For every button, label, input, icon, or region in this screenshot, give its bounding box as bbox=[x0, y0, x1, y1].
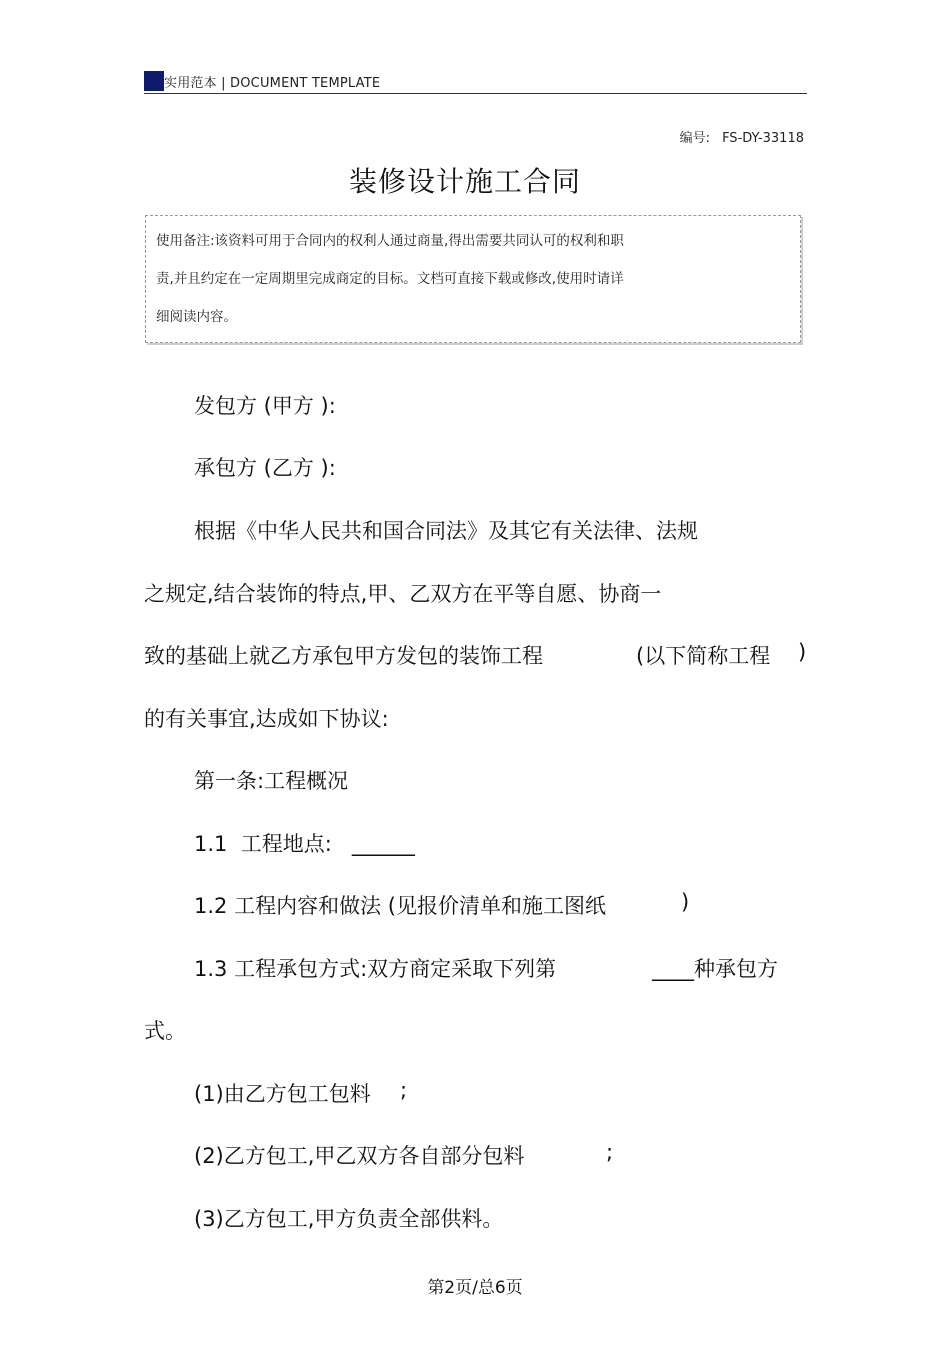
header-divider bbox=[144, 93, 807, 94]
item-1-3-end: 式。 bbox=[144, 1019, 186, 1043]
option-1: (1)由乙方包工包料 bbox=[194, 1082, 371, 1106]
page-indicator: 第2页/总6页 bbox=[427, 1278, 523, 1298]
document-number-value: FS-DY-33118 bbox=[722, 131, 804, 146]
document-number-label: 编号: bbox=[679, 131, 711, 146]
intro-line-3-close: ) bbox=[798, 640, 807, 664]
document-number bbox=[680, 127, 804, 146]
item-1-1: 1.1 工程地点: ______ bbox=[194, 832, 415, 856]
document-title: 装修设计施工合同 bbox=[348, 165, 581, 198]
header-label: 实用范本 | DOCUMENT TEMPLATE bbox=[164, 76, 381, 91]
usage-note-line: 使用备注:该资料可用于合同内的权利人通过商量,得出需要共同认可的权利和职 bbox=[156, 233, 624, 249]
intro-line-2: 之规定,结合装饰的特点,甲、乙双方在平等自愿、协商一 bbox=[144, 582, 662, 606]
item-1-3-blank: ____种承包方 bbox=[652, 957, 778, 981]
party-b-line: 承包方 (乙方 ): bbox=[194, 456, 336, 480]
option-3: (3)乙方包工,甲方负责全部供料。 bbox=[194, 1207, 504, 1231]
intro-line-3-text: 致的基础上就乙方承包甲方发包的装饰工程 bbox=[144, 644, 543, 668]
option-2: (2)乙方包工,甲乙双方各自部分包料 bbox=[194, 1144, 525, 1168]
item-1-2-close: ) bbox=[681, 890, 690, 914]
usage-note-box bbox=[145, 215, 801, 343]
intro-line-3 bbox=[144, 640, 543, 670]
option-1-end: ; bbox=[400, 1078, 408, 1102]
party-a-line: 发包方 (甲方 ): bbox=[194, 394, 336, 418]
item-1-3: 1.3 工程承包方式:双方商定采取下列第 bbox=[194, 957, 557, 981]
intro-line-1: 根据《中华人民共和国合同法》及其它有关法律、法规 bbox=[194, 519, 698, 543]
header-logo-mark bbox=[144, 71, 164, 91]
option-2-end: ; bbox=[606, 1140, 614, 1164]
article-1-heading: 第一条:工程概况 bbox=[194, 769, 349, 793]
intro-line-3-abbrev: (以下简称工程 bbox=[636, 644, 771, 668]
item-1-2: 1.2 工程内容和做法 (见报价清单和施工图纸 bbox=[194, 894, 606, 918]
usage-note-line: 责,并且约定在一定周期里完成商定的目标。文档可直接下载或修改,使用时请详 bbox=[156, 271, 624, 287]
intro-line-4: 的有关事宜,达成如下协议: bbox=[144, 707, 389, 731]
usage-note-line: 细阅读内容。 bbox=[156, 309, 237, 325]
